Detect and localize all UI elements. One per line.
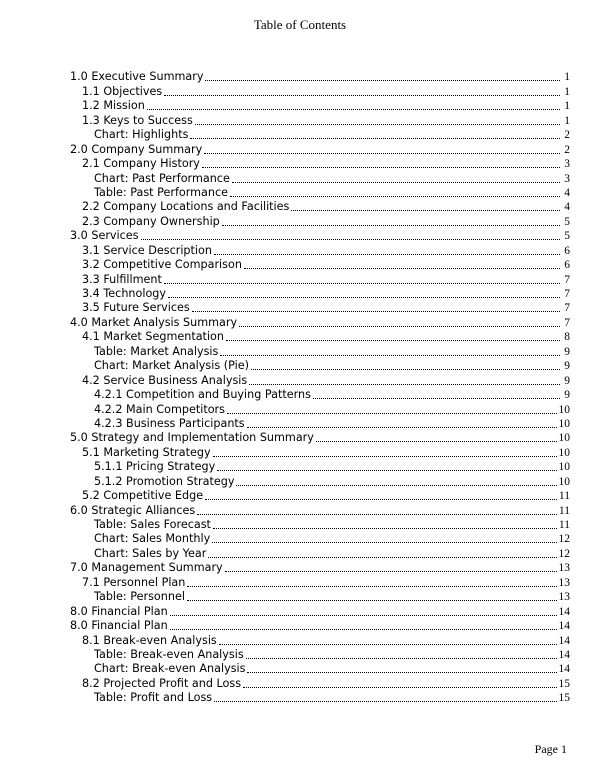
toc-entry-label: 8.1 Break-even Analysis	[82, 633, 217, 647]
toc-entry-page-number: 13	[558, 591, 570, 604]
toc-entry-page-number: 11	[558, 519, 570, 531]
toc-entry-page-number: 11	[558, 504, 570, 517]
dot-leader	[197, 514, 557, 515]
toc-entry-label: 7.1 Personnel Plan	[82, 575, 186, 589]
toc-entry[interactable]	[0, 186, 600, 200]
toc-entry[interactable]	[0, 229, 600, 243]
toc-entry-label: 5.1.2 Promotion Strategy	[94, 474, 235, 488]
toc-entry-label: 2.2 Company Locations and Facilities	[82, 200, 290, 214]
dot-leader	[170, 615, 557, 616]
toc-entry[interactable]	[0, 128, 600, 142]
toc-entry-page-number: 7	[564, 316, 570, 329]
toc-entry-label: 4.2.3 Business Participants	[94, 416, 245, 430]
toc-entry-label: 1.2 Mission	[82, 99, 145, 113]
dot-leader	[232, 182, 560, 183]
toc-entry[interactable]	[0, 590, 600, 604]
toc-entry[interactable]	[0, 359, 600, 373]
toc-entry-page-number: 9	[564, 345, 570, 358]
toc-entry-label: 4.2 Service Business Analysis	[82, 373, 248, 387]
toc-entry-page-number: 8	[564, 331, 570, 344]
dot-leader	[192, 311, 560, 312]
toc-entry-page-number: 10	[558, 432, 570, 445]
toc-entry[interactable]	[0, 633, 600, 647]
toc-entry[interactable]	[0, 243, 600, 257]
toc-entry-page-number: 6	[564, 244, 570, 257]
dot-leader	[251, 369, 560, 370]
toc-entry-page-number: 12	[558, 547, 570, 560]
toc-entry-page-number: 1	[564, 85, 570, 98]
toc-entry[interactable]	[0, 431, 600, 445]
toc-entry-label: Chart: Sales by Year	[94, 546, 207, 560]
dot-leader	[205, 80, 560, 81]
toc-entry[interactable]	[0, 142, 600, 156]
toc-entry-label: 3.3 Fulfillment	[82, 272, 162, 286]
toc-entry[interactable]	[0, 200, 600, 214]
dot-leader	[147, 109, 560, 110]
dot-leader	[214, 254, 560, 255]
toc-entry-page-number: 1	[564, 114, 570, 127]
toc-entry-page-number: 14	[558, 648, 570, 661]
toc-entry-label: Chart: Market Analysis (Pie)	[94, 359, 249, 373]
toc-entry[interactable]	[0, 84, 600, 98]
toc-entry[interactable]	[0, 402, 600, 416]
toc-entry[interactable]	[0, 648, 600, 662]
toc-entry[interactable]	[0, 388, 600, 402]
toc-entry-page-number: 13	[558, 562, 570, 575]
toc-entry-label: Chart: Highlights	[94, 128, 189, 142]
dot-leader	[164, 283, 560, 284]
toc-entry-label: 5.2 Competitive Edge	[82, 489, 204, 503]
dot-leader	[212, 542, 556, 543]
toc-entry[interactable]	[0, 561, 600, 575]
toc-entry-label: 1.0 Executive Summary	[70, 70, 204, 84]
dot-leader	[246, 658, 557, 659]
toc-entry-page-number: 4	[564, 201, 570, 214]
toc-entry-label: Table: Profit and Loss	[94, 691, 213, 705]
toc-entry[interactable]	[0, 460, 600, 474]
toc-entry-page-number: 14	[558, 605, 570, 618]
toc-entry[interactable]	[0, 575, 600, 589]
toc-entry[interactable]	[0, 546, 600, 560]
toc-entry-label: Chart: Sales Monthly	[94, 532, 211, 546]
toc-entry-label: Chart: Past Performance	[94, 171, 230, 185]
dot-leader	[141, 239, 560, 240]
toc-entry[interactable]	[0, 489, 600, 503]
toc-entry-label: Table: Break-even Analysis	[94, 647, 244, 661]
toc-entry-label: 2.3 Company Ownership	[82, 214, 220, 228]
toc-entry-label: 2.1 Company History	[82, 157, 200, 171]
toc-entry-page-number: 10	[558, 461, 570, 474]
toc-entry[interactable]	[0, 344, 600, 358]
toc-entry-page-number: 11	[558, 490, 570, 503]
dot-leader	[170, 629, 557, 630]
toc-entry-label: 8.0 Financial Plan	[70, 619, 168, 633]
toc-entry-label: Table: Sales Forecast	[94, 518, 211, 531]
dot-leader	[204, 153, 560, 154]
toc-entry-page-number: 4	[564, 186, 570, 199]
toc-entry[interactable]	[0, 214, 600, 228]
toc-entry-page-number: 6	[564, 259, 570, 272]
dot-leader	[239, 326, 560, 327]
table-of-contents	[0, 70, 600, 705]
toc-entry[interactable]	[0, 171, 600, 185]
dot-leader	[202, 167, 560, 168]
toc-entry-page-number: 12	[558, 533, 570, 546]
dot-leader	[213, 456, 557, 457]
toc-entry-label: 1.3 Keys to Success	[82, 113, 193, 127]
toc-entry-page-number: 1	[564, 71, 570, 84]
toc-entry-page-number: 9	[564, 360, 570, 373]
toc-entry-page-number: 15	[558, 677, 570, 690]
toc-entry-label: 5.1.1 Pricing Strategy	[94, 460, 216, 474]
dot-leader	[195, 124, 560, 125]
dot-leader	[236, 485, 556, 486]
toc-entry-page-number: 7	[564, 288, 570, 300]
toc-entry[interactable]	[0, 272, 600, 286]
toc-entry[interactable]	[0, 330, 600, 344]
page-title: Table of Contents	[253, 17, 347, 32]
dot-leader	[187, 600, 557, 601]
toc-entry-page-number: 9	[564, 389, 570, 402]
toc-entry[interactable]	[0, 70, 600, 84]
toc-entry[interactable]	[0, 532, 600, 546]
toc-entry-page-number: 2	[564, 143, 570, 156]
toc-entry[interactable]	[0, 604, 600, 618]
dot-leader	[226, 340, 560, 341]
toc-entry[interactable]	[0, 503, 600, 517]
toc-entry[interactable]	[0, 157, 600, 171]
dot-leader	[230, 196, 560, 197]
toc-entry[interactable]	[0, 258, 600, 272]
toc-entry[interactable]	[0, 676, 600, 690]
dot-leader	[227, 413, 557, 414]
toc-entry-page-number: 14	[558, 620, 570, 633]
toc-entry-label: 2.0 Company Summary	[70, 142, 203, 156]
dot-leader	[164, 95, 560, 96]
dot-leader	[225, 571, 557, 572]
dot-leader	[217, 470, 556, 471]
toc-entry-page-number: 3	[564, 158, 570, 171]
toc-entry-page-number: 10	[558, 403, 570, 416]
dot-leader	[213, 528, 557, 529]
toc-entry-label: 3.5 Future Services	[82, 301, 190, 315]
toc-entry-label: 4.2.2 Main Competitors	[94, 402, 225, 416]
toc-entry-page-number: 7	[564, 273, 570, 286]
toc-entry-label: 4.2.1 Competition and Buying Patterns	[94, 388, 311, 402]
toc-entry-page-number: 15	[558, 692, 570, 705]
dot-leader	[244, 268, 560, 269]
toc-entry[interactable]	[0, 474, 600, 488]
toc-entry-page-number: 9	[564, 374, 570, 387]
toc-entry[interactable]	[0, 287, 600, 301]
dot-leader	[291, 210, 560, 211]
toc-entry[interactable]	[0, 619, 600, 633]
toc-entry[interactable]	[0, 662, 600, 676]
toc-entry-page-number: 3	[564, 172, 570, 185]
toc-entry-page-number: 10	[558, 417, 570, 430]
toc-entry-label: 4.1 Market Segmentation	[82, 330, 224, 344]
toc-entry-label: 5.0 Strategy and Implementation Summary	[70, 431, 314, 445]
toc-entry[interactable]	[0, 445, 600, 459]
dot-leader	[247, 427, 557, 428]
dot-leader	[205, 499, 557, 500]
dot-leader	[219, 644, 557, 645]
toc-entry-label: 3.0 Services	[70, 229, 139, 243]
toc-entry[interactable]	[0, 373, 600, 387]
toc-entry-page-number: 5	[564, 230, 570, 243]
toc-entry[interactable]	[0, 691, 600, 705]
toc-entry-page-number: 1	[564, 100, 570, 113]
dot-leader	[313, 398, 560, 399]
toc-entry-page-number: 13	[558, 576, 570, 589]
toc-entry-label: 5.1 Marketing Strategy	[82, 445, 211, 459]
dot-leader	[249, 384, 560, 385]
toc-entry-page-number: 2	[564, 129, 570, 142]
dot-leader	[222, 225, 560, 226]
toc-entry-page-number: 10	[558, 446, 570, 459]
dot-leader	[168, 297, 560, 298]
dot-leader	[208, 557, 556, 558]
toc-entry-label: Table: Personnel	[94, 590, 185, 604]
toc-entry[interactable]	[0, 301, 600, 315]
dot-leader	[187, 586, 556, 587]
toc-entry-label: Table: Past Performance	[94, 185, 229, 199]
toc-entry-label: Chart: Break-even Analysis	[94, 662, 246, 676]
toc-entry-label: 3.2 Competitive Comparison	[82, 258, 242, 272]
toc-entry-label: 1.1 Objectives	[82, 84, 163, 98]
dot-leader	[316, 441, 557, 442]
toc-entry-label: Table: Market Analysis	[94, 344, 219, 358]
dot-leader	[190, 138, 560, 139]
toc-entry-page-number: 10	[558, 475, 570, 488]
toc-entry[interactable]	[0, 113, 600, 127]
dot-leader	[247, 672, 556, 673]
toc-entry-label: 8.2 Projected Profit and Loss	[82, 676, 242, 690]
toc-entry[interactable]	[0, 315, 600, 329]
toc-entry[interactable]	[0, 99, 600, 113]
toc-entry-page-number: 14	[558, 634, 570, 647]
toc-entry-page-number: 14	[558, 663, 570, 676]
toc-entry-label: 3.4 Technology	[82, 287, 167, 300]
toc-entry-page-number: 5	[564, 215, 570, 228]
toc-entry-label: 7.0 Management Summary	[70, 561, 223, 575]
toc-entry-label: 3.1 Service Description	[82, 243, 212, 257]
dot-leader	[214, 701, 556, 702]
toc-entry-label: 8.0 Financial Plan	[70, 604, 168, 618]
dot-leader	[220, 355, 560, 356]
toc-entry[interactable]	[0, 518, 600, 532]
page-footer: Page 1	[534, 742, 567, 756]
toc-entry[interactable]	[0, 417, 600, 431]
dot-leader	[243, 687, 556, 688]
toc-entry-label: 4.0 Market Analysis Summary	[70, 315, 238, 329]
toc-entry-label: 6.0 Strategic Alliances	[70, 503, 196, 517]
toc-entry-page-number: 7	[564, 302, 570, 315]
